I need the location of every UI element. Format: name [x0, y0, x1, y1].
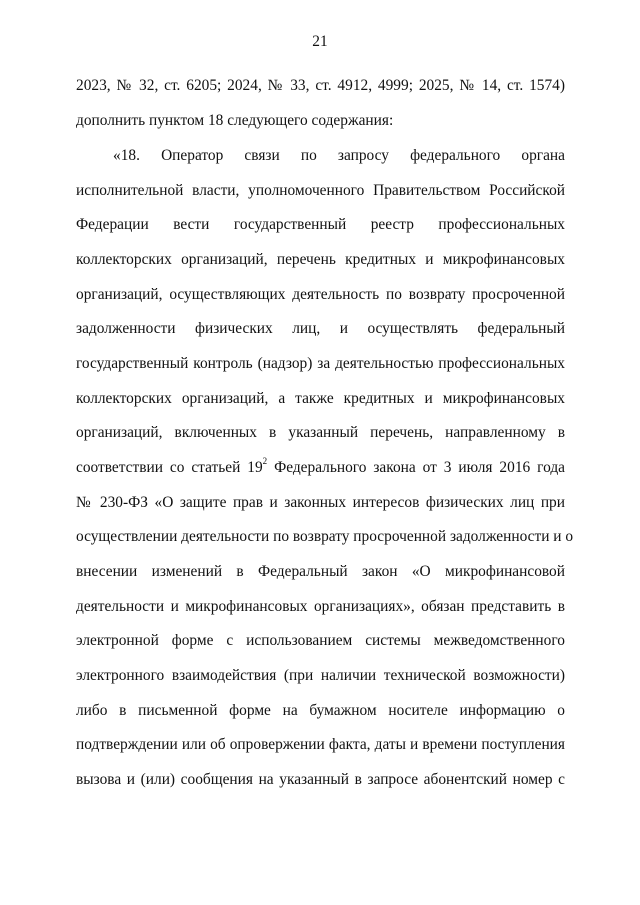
text-line-14: осуществлении деятельности по возврату просроченной задолженности и о [76, 528, 574, 545]
text-line-12 [76, 457, 565, 479]
text-line-1: 2023, № 32, ст. 6205; 2024, № 33, ст. 4912, 4999; 2025, № 14, ст. 1574) [76, 77, 565, 94]
text-line-21: вызова и (или) сообщения на указанный в запросе абонентский номер с [76, 771, 565, 788]
text-line-4: исполнительной власти, уполномоченного Правительством Российской [76, 182, 565, 199]
text-line-16: деятельности и микрофинансовых организациях», обязан представить в [76, 598, 565, 615]
article-superscript: 2 [262, 455, 268, 466]
text-line-9: государственный контроль (надзор) за деятельностью профессиональных [76, 355, 565, 372]
text-line-3: «18. Оператор связи по запросу федерального органа [113, 147, 565, 164]
text-line-12-head: соответствии со статьей 19 [76, 459, 263, 476]
text-line-13: № 230-ФЗ «О защите прав и законных интересов физических лиц при [76, 494, 565, 511]
text-line-17: электронной форме с использованием системы межведомственного [76, 632, 565, 649]
text-line-11: организаций, включенных в указанный перечень, направленному в [76, 424, 565, 441]
text-line-19: либо в письменной форме на бумажном носителе информацию о [76, 702, 565, 719]
text-line-7: организаций, осуществляющих деятельность по возврату просроченной [76, 286, 565, 303]
text-line-5: Федерации вести государственный реестр профессиональных [76, 216, 565, 233]
text-line-20: подтверждении или об опровержении факта, даты и времени поступления [76, 736, 565, 753]
text-line-6: коллекторских организаций, перечень кредитных и микрофинансовых [76, 251, 565, 268]
text-line-18: электронного взаимодействия (при наличии технической возможности) [76, 667, 565, 684]
text-line-8: задолженности физических лиц, и осуществлять федеральный [76, 320, 565, 337]
text-line-10: коллекторских организаций, а также кредитных и микрофинансовых [76, 390, 565, 407]
text-line-15: внесении изменений в Федеральный закон «О микрофинансовой [76, 563, 565, 580]
text-line-12-tail: Федерального закона от 3 июля 2016 года [267, 459, 565, 476]
text-line-2: дополнить пунктом 18 следующего содержания: [76, 112, 394, 129]
page-number: 21 [312, 33, 328, 50]
